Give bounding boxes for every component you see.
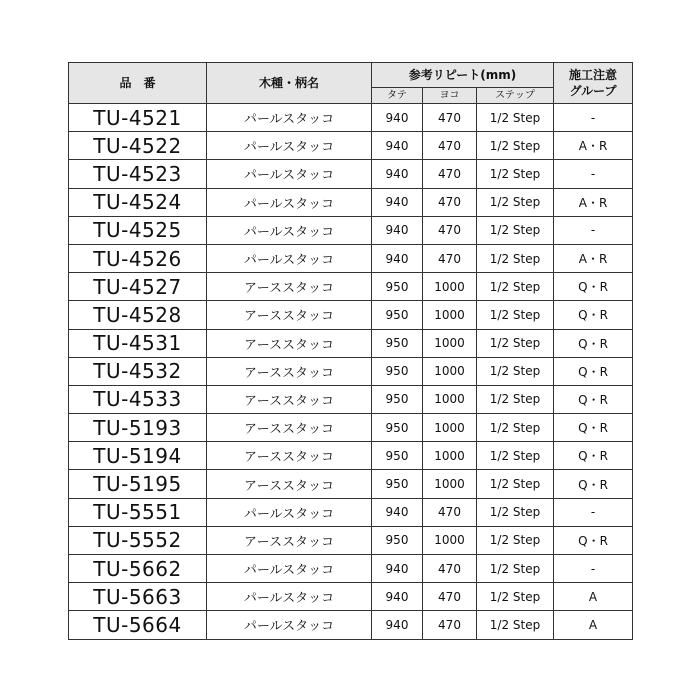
repeat-step-cell: 1/2 Step [477, 611, 554, 639]
pattern-name-cell: パールスタッコ [207, 498, 372, 526]
repeat-step-cell: 1/2 Step [477, 301, 554, 329]
repeat-yoko-cell: 1000 [423, 385, 477, 413]
product-code-cell: TU-4533 [69, 385, 207, 413]
caution-group-cell: - [554, 555, 633, 583]
header-name: 木種・柄名 [207, 63, 372, 104]
repeat-step-cell: 1/2 Step [477, 583, 554, 611]
repeat-step-cell: 1/2 Step [477, 414, 554, 442]
repeat-tate-cell: 940 [372, 188, 423, 216]
pattern-name-cell: パールスタッコ [207, 244, 372, 272]
header-note-line1: 施工注意 [569, 68, 618, 82]
repeat-tate-cell: 950 [372, 414, 423, 442]
caution-group-cell: Q・R [554, 442, 633, 470]
caution-group-cell: Q・R [554, 470, 633, 498]
table-row [69, 273, 633, 301]
repeat-tate-cell: 950 [372, 442, 423, 470]
table-row [69, 216, 633, 244]
table-row [69, 385, 633, 413]
repeat-step-cell: 1/2 Step [477, 244, 554, 272]
repeat-yoko-cell: 1000 [423, 357, 477, 385]
product-code-cell: TU-4525 [69, 216, 207, 244]
table-row [69, 498, 633, 526]
repeat-tate-cell: 950 [372, 526, 423, 554]
product-code-cell: TU-5664 [69, 611, 207, 639]
header-repeat: 参考リピート(mm) [372, 63, 554, 88]
product-code-cell: TU-4522 [69, 132, 207, 160]
repeat-yoko-cell: 470 [423, 216, 477, 244]
caution-group-cell: Q・R [554, 385, 633, 413]
product-code-cell: TU-5194 [69, 442, 207, 470]
repeat-step-cell: 1/2 Step [477, 160, 554, 188]
caution-group-cell: - [554, 160, 633, 188]
header-note-line2: グループ [569, 84, 617, 98]
repeat-step-cell: 1/2 Step [477, 104, 554, 132]
product-code-cell: TU-5552 [69, 526, 207, 554]
repeat-yoko-cell: 1000 [423, 470, 477, 498]
repeat-yoko-cell: 1000 [423, 526, 477, 554]
header-step: ステップ [477, 88, 554, 104]
repeat-tate-cell: 940 [372, 244, 423, 272]
repeat-yoko-cell: 1000 [423, 329, 477, 357]
repeat-step-cell: 1/2 Step [477, 357, 554, 385]
repeat-tate-cell: 950 [372, 470, 423, 498]
product-code-cell: TU-4526 [69, 244, 207, 272]
product-code-cell: TU-4528 [69, 301, 207, 329]
repeat-yoko-cell: 1000 [423, 273, 477, 301]
repeat-yoko-cell: 1000 [423, 301, 477, 329]
pattern-name-cell: パールスタッコ [207, 132, 372, 160]
product-code-cell: TU-5663 [69, 583, 207, 611]
repeat-yoko-cell: 470 [423, 244, 477, 272]
repeat-tate-cell: 940 [372, 583, 423, 611]
repeat-tate-cell: 950 [372, 301, 423, 329]
caution-group-cell: Q・R [554, 357, 633, 385]
repeat-yoko-cell: 470 [423, 583, 477, 611]
header-code: 品 番 [69, 63, 207, 104]
product-code-cell: TU-5193 [69, 414, 207, 442]
repeat-step-cell: 1/2 Step [477, 470, 554, 498]
repeat-step-cell: 1/2 Step [477, 273, 554, 301]
repeat-tate-cell: 950 [372, 329, 423, 357]
table-row [69, 244, 633, 272]
repeat-tate-cell: 940 [372, 498, 423, 526]
table-row [69, 442, 633, 470]
table-row [69, 132, 633, 160]
pattern-name-cell: アーススタッコ [207, 442, 372, 470]
caution-group-cell: Q・R [554, 301, 633, 329]
header-tate: タテ [372, 88, 423, 104]
repeat-tate-cell: 940 [372, 216, 423, 244]
repeat-tate-cell: 940 [372, 160, 423, 188]
product-code-cell: TU-4532 [69, 357, 207, 385]
table-row [69, 104, 633, 132]
caution-group-cell: - [554, 498, 633, 526]
repeat-tate-cell: 940 [372, 132, 423, 160]
repeat-step-cell: 1/2 Step [477, 188, 554, 216]
caution-group-cell: A [554, 583, 633, 611]
product-code-cell: TU-4521 [69, 104, 207, 132]
repeat-tate-cell: 950 [372, 385, 423, 413]
pattern-name-cell: アーススタッコ [207, 301, 372, 329]
table-row [69, 555, 633, 583]
pattern-name-cell: パールスタッコ [207, 188, 372, 216]
repeat-tate-cell: 950 [372, 357, 423, 385]
caution-group-cell: Q・R [554, 526, 633, 554]
caution-group-cell: Q・R [554, 273, 633, 301]
table-row [69, 414, 633, 442]
product-code-cell: TU-5195 [69, 470, 207, 498]
repeat-step-cell: 1/2 Step [477, 329, 554, 357]
repeat-yoko-cell: 470 [423, 104, 477, 132]
repeat-step-cell: 1/2 Step [477, 442, 554, 470]
table-row [69, 526, 633, 554]
product-code-cell: TU-4524 [69, 188, 207, 216]
repeat-yoko-cell: 1000 [423, 414, 477, 442]
repeat-tate-cell: 940 [372, 104, 423, 132]
pattern-name-cell: パールスタッコ [207, 611, 372, 639]
table-row [69, 160, 633, 188]
pattern-name-cell: パールスタッコ [207, 216, 372, 244]
repeat-tate-cell: 940 [372, 611, 423, 639]
product-code-cell: TU-5551 [69, 498, 207, 526]
table-row [69, 357, 633, 385]
repeat-step-cell: 1/2 Step [477, 498, 554, 526]
table-row [69, 329, 633, 357]
pattern-name-cell: アーススタッコ [207, 273, 372, 301]
repeat-yoko-cell: 470 [423, 132, 477, 160]
pattern-name-cell: パールスタッコ [207, 160, 372, 188]
caution-group-cell: - [554, 104, 633, 132]
pattern-name-cell: アーススタッコ [207, 526, 372, 554]
repeat-tate-cell: 950 [372, 273, 423, 301]
pattern-name-cell: パールスタッコ [207, 583, 372, 611]
repeat-yoko-cell: 470 [423, 160, 477, 188]
caution-group-cell: A・R [554, 132, 633, 160]
spec-table [68, 62, 633, 640]
repeat-step-cell: 1/2 Step [477, 216, 554, 244]
product-code-cell: TU-5662 [69, 555, 207, 583]
pattern-name-cell: アーススタッコ [207, 329, 372, 357]
table-row [69, 611, 633, 639]
table-row [69, 188, 633, 216]
product-code-cell: TU-4531 [69, 329, 207, 357]
repeat-step-cell: 1/2 Step [477, 526, 554, 554]
repeat-yoko-cell: 470 [423, 611, 477, 639]
table-row [69, 470, 633, 498]
repeat-tate-cell: 940 [372, 555, 423, 583]
pattern-name-cell: アーススタッコ [207, 357, 372, 385]
caution-group-cell: A・R [554, 188, 633, 216]
repeat-yoko-cell: 1000 [423, 442, 477, 470]
caution-group-cell: Q・R [554, 329, 633, 357]
repeat-step-cell: 1/2 Step [477, 385, 554, 413]
caution-group-cell: Q・R [554, 414, 633, 442]
header-note [554, 63, 633, 104]
caution-group-cell: - [554, 216, 633, 244]
pattern-name-cell: アーススタッコ [207, 470, 372, 498]
table-header [69, 63, 633, 104]
repeat-yoko-cell: 470 [423, 188, 477, 216]
repeat-step-cell: 1/2 Step [477, 555, 554, 583]
table-row [69, 583, 633, 611]
repeat-yoko-cell: 470 [423, 498, 477, 526]
pattern-name-cell: アーススタッコ [207, 385, 372, 413]
product-code-cell: TU-4527 [69, 273, 207, 301]
table-row [69, 301, 633, 329]
caution-group-cell: A [554, 611, 633, 639]
product-code-cell: TU-4523 [69, 160, 207, 188]
repeat-step-cell: 1/2 Step [477, 132, 554, 160]
header-yoko: ヨコ [423, 88, 477, 104]
pattern-name-cell: パールスタッコ [207, 104, 372, 132]
caution-group-cell: A・R [554, 244, 633, 272]
pattern-name-cell: パールスタッコ [207, 555, 372, 583]
table-body [69, 104, 633, 640]
repeat-yoko-cell: 470 [423, 555, 477, 583]
pattern-name-cell: アーススタッコ [207, 414, 372, 442]
